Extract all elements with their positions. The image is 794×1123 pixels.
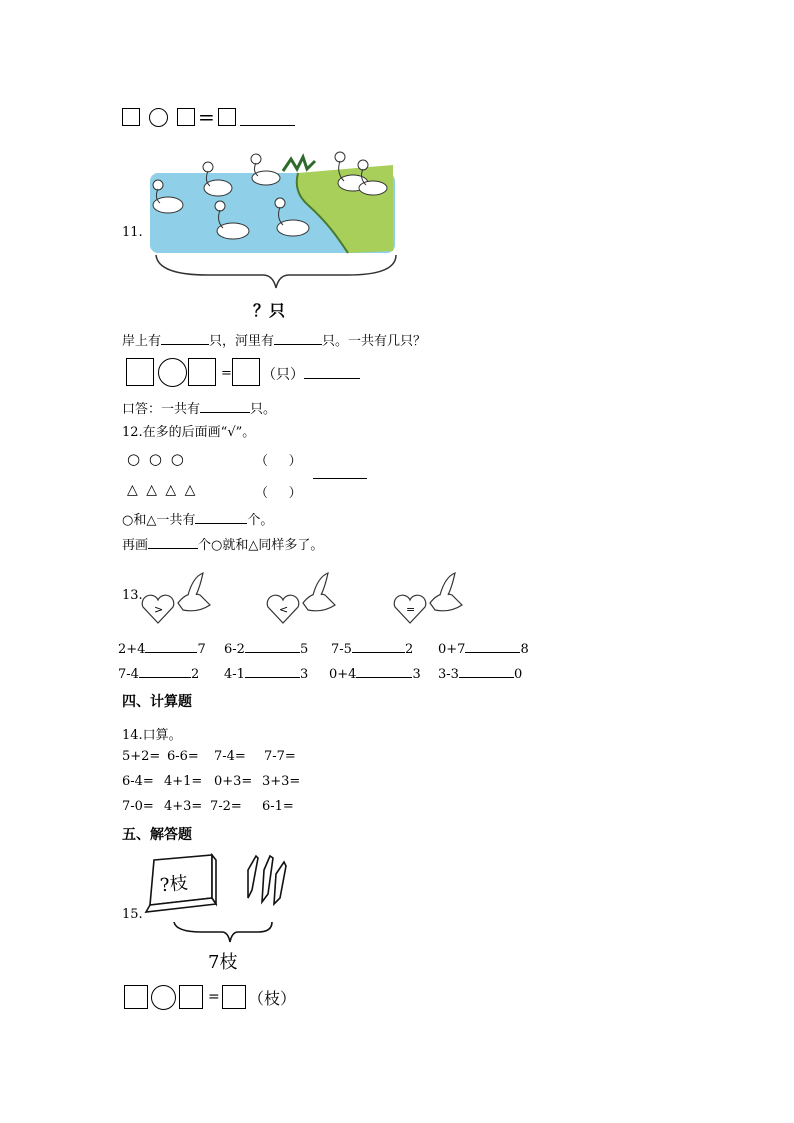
q11-equation xyxy=(126,358,366,388)
q12-paren[interactable]: （ ） xyxy=(255,454,302,469)
operator-circle[interactable] xyxy=(158,358,187,387)
answer-blank[interactable] xyxy=(240,125,295,126)
mental-math-item: 6-4= xyxy=(122,774,154,789)
operator-circle[interactable] xyxy=(149,108,168,127)
answer-blank[interactable] xyxy=(245,652,300,653)
pencil-box-illustration xyxy=(140,850,300,945)
compare-item: 3-3 0 xyxy=(438,667,523,682)
answer-box[interactable] xyxy=(126,358,154,386)
q12-total: ○和△一共有 个。 xyxy=(122,513,274,528)
heart-birds-illustration xyxy=(138,565,478,625)
compare-item: 7-4 2 xyxy=(118,667,200,682)
q12-more: 再画 个○就和△同样多了。 xyxy=(122,538,324,553)
answer-blank[interactable] xyxy=(145,652,197,653)
answer-blank[interactable] xyxy=(200,412,250,413)
unit-label: （只） xyxy=(262,367,304,383)
compare-item: 7-5 2 xyxy=(331,642,414,657)
answer-blank[interactable] xyxy=(245,677,300,678)
q11-answer: 口答：一共有 只。 xyxy=(122,402,277,417)
mental-math-item: 7-4= xyxy=(214,749,246,764)
compare-item: 0+7 8 xyxy=(438,642,529,657)
q11-total-unknown: ？只 xyxy=(253,301,286,320)
q15-total-label: 7枝 xyxy=(208,952,238,973)
answer-box[interactable] xyxy=(179,985,203,1009)
answer-blank[interactable] xyxy=(465,652,520,653)
mental-math-item: 7-0= xyxy=(122,799,154,814)
mental-math-item: 7-7= xyxy=(264,749,296,764)
mental-math-item: 6-1= xyxy=(262,799,294,814)
q12-title: 12.在多的后面画“√”。 xyxy=(122,425,256,440)
answer-box[interactable] xyxy=(177,108,195,126)
answer-blank[interactable] xyxy=(139,677,191,678)
q15-equation xyxy=(124,985,324,1013)
q12-triangles: △ △ △ △ xyxy=(127,482,198,498)
unit-label: （枝） xyxy=(248,989,297,1008)
mental-math-item: 4+1= xyxy=(164,774,203,789)
q11-number: 11. xyxy=(122,225,143,240)
heart-symbol: > xyxy=(154,603,164,616)
compare-item: 4-1 3 xyxy=(224,667,309,682)
heart-symbol: = xyxy=(406,603,416,616)
mental-math-item: 3+3= xyxy=(262,774,301,789)
mental-math-item: 6-6= xyxy=(167,749,199,764)
answer-blank[interactable] xyxy=(148,548,198,549)
answer-blank[interactable] xyxy=(313,478,367,479)
answer-blank[interactable] xyxy=(356,677,412,678)
answer-box[interactable] xyxy=(218,108,236,126)
equals-sign: = xyxy=(198,105,215,129)
answer-blank[interactable] xyxy=(352,652,405,653)
answer-blank[interactable] xyxy=(459,677,514,678)
answer-box[interactable] xyxy=(222,985,246,1009)
box-unknown-label: ?枝 xyxy=(159,872,189,897)
mental-math-item: 0+3= xyxy=(214,774,253,789)
answer-blank[interactable] xyxy=(161,344,209,345)
compare-item: 2+4 7 xyxy=(118,642,206,657)
compare-item: 0+4 3 xyxy=(329,667,421,682)
q14-title: 14.口算。 xyxy=(122,728,182,743)
section-4-title: 四、计算题 xyxy=(122,694,192,710)
q11-question: 岸上有 只，河里有 只。一共有几只？ xyxy=(122,334,427,349)
mental-math-item: 4+3= xyxy=(164,799,203,814)
q13-number: 13. xyxy=(122,588,143,603)
section-5-title: 五、解答题 xyxy=(122,827,192,843)
answer-blank[interactable] xyxy=(304,378,360,379)
q15-number: 15. xyxy=(122,907,143,922)
mental-math-item: 5+2= xyxy=(122,749,161,764)
swans-river-illustration xyxy=(148,143,398,293)
mental-math-item: 7-2= xyxy=(210,799,242,814)
operator-circle[interactable] xyxy=(151,985,176,1010)
compare-item: 6-2 5 xyxy=(224,642,309,657)
answer-box[interactable] xyxy=(232,358,260,386)
equals-sign: = xyxy=(221,366,232,381)
q12-circles: ○ ○ ○ xyxy=(127,450,186,468)
answer-box[interactable] xyxy=(122,108,140,126)
answer-box[interactable] xyxy=(188,358,216,386)
answer-blank[interactable] xyxy=(195,523,247,524)
answer-box[interactable] xyxy=(124,985,148,1009)
q12-paren[interactable]: （ ） xyxy=(255,486,302,501)
answer-blank[interactable] xyxy=(274,344,322,345)
equals-sign: = xyxy=(208,989,220,1005)
heart-symbol: < xyxy=(279,603,289,616)
